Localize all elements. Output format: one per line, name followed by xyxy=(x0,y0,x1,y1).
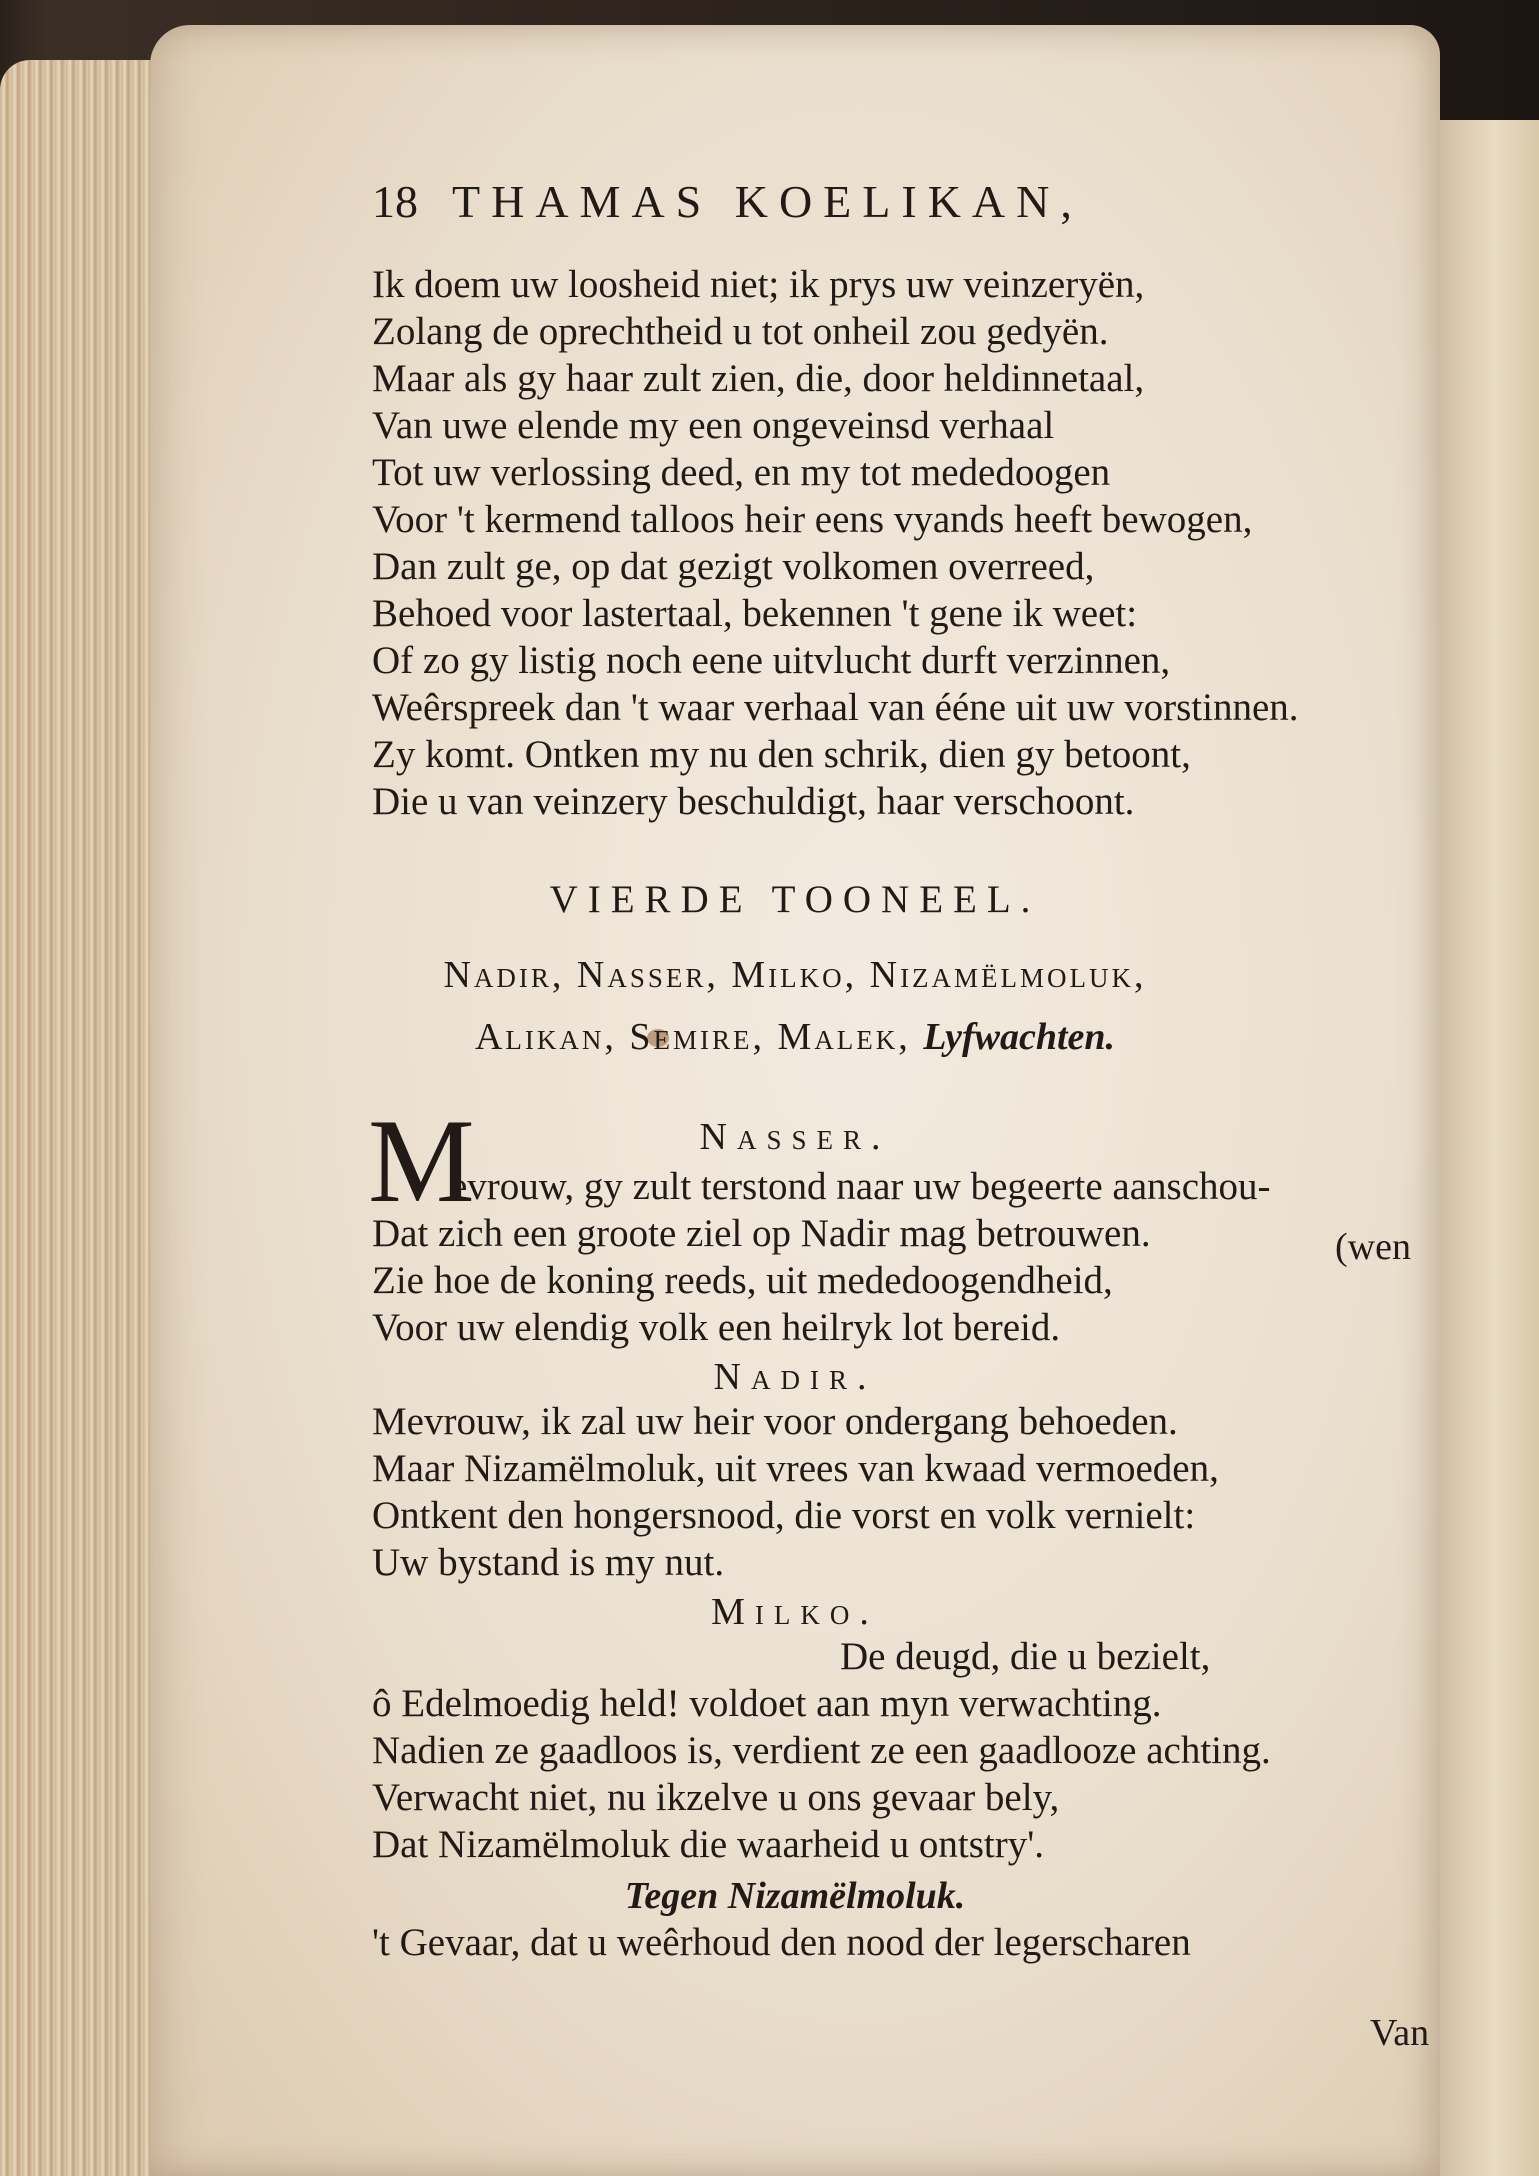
cast-guards: Lyfwachten. xyxy=(923,1016,1116,1058)
verse-line: Maar als gy haar zult zien, die, door heldinnetaal, xyxy=(372,357,1145,400)
cast-list-line-1: Nadir, Nasser, Milko, Nizamëlmoluk, xyxy=(443,954,1147,996)
turnover-word: (wen xyxy=(1335,1226,1411,1268)
verse-line: Mevrouw, ik zal uw heir voor ondergang behoeden. xyxy=(372,1400,1178,1443)
verse-line: Die u van veinzery beschuldigt, haar verschoont. xyxy=(372,780,1135,823)
verse-line: Nadien ze gaadloos is, verdient ze een gaadlooze achting. xyxy=(372,1729,1271,1772)
catchword: Van xyxy=(1370,2012,1430,2054)
facing-page-edge xyxy=(1426,120,1539,2176)
verse-line: Dat Nizamëlmoluk die waarheid u ontstry'. xyxy=(372,1823,1045,1866)
drop-cap: M xyxy=(368,1094,475,1227)
verse-line: Weêrspreek dan 't waar verhaal van ééne uit uw vorstinnen. xyxy=(372,686,1299,729)
running-header xyxy=(372,175,1083,228)
verse-line: Of zo gy listig noch eene uitvlucht durft verzinnen, xyxy=(372,639,1171,682)
verse-line: Dan zult ge, op dat gezigt volkomen overreed, xyxy=(372,545,1095,588)
verse-line: Tot uw verlossing deed, en my tot mededoogen xyxy=(372,451,1111,494)
verse-line: Uw bystand is my nut. xyxy=(372,1541,725,1584)
verse-line: De deugd, die u bezielt, xyxy=(840,1635,1211,1678)
running-head: THAMAS KOELIKAN, xyxy=(452,176,1083,227)
verse-line: Ik doem uw loosheid niet; ik prys uw veinzeryën, xyxy=(372,263,1145,306)
cast-names: Alikan, Semire, Malek, xyxy=(474,1016,911,1058)
verse-line: Ontkent den hongersnood, die vorst en volk vernielt: xyxy=(372,1494,1196,1537)
book-page xyxy=(150,25,1440,2176)
verse-line: 't Gevaar, dat u weêrhoud den nood der legerscharen xyxy=(372,1921,1191,1964)
verse-line: ô Edelmoedig held! voldoet aan myn verwachting. xyxy=(372,1682,1162,1725)
verse-line: Voor 't kermend talloos heir eens vyands heeft bewogen, xyxy=(372,498,1253,541)
verse-line: Zolang de oprechtheid u tot onheil zou gedyën. xyxy=(372,310,1109,353)
verse-line: Dat zich een groote ziel op Nadir mag betrouwen. xyxy=(372,1212,1151,1255)
verse-line: Zie hoe de koning reeds, uit mededoogendheid, xyxy=(372,1259,1113,1302)
stage-direction: Tegen Nizamëlmoluk. xyxy=(624,1875,966,1917)
speaker-milko: Milko. xyxy=(711,1591,879,1633)
verse-line: Van uwe elende my een ongeveinsd verhaal xyxy=(372,404,1055,447)
page-text xyxy=(150,25,1440,2176)
verse-line: Behoed voor lastertaal, bekennen 't gene ik weet: xyxy=(372,592,1138,635)
speaker-nasser: Nasser. xyxy=(699,1116,891,1158)
verse-line: Verwacht niet, nu ikzelve u ons gevaar bely, xyxy=(372,1776,1060,1819)
cast-list-line-2 xyxy=(150,1015,1440,1059)
scene-title: VIERDE TOONEEL. xyxy=(549,878,1041,921)
verse-line: Zy komt. Ontken my nu den schrik, dien gy betoont, xyxy=(372,733,1191,776)
verse-line: Maar Nizamëlmoluk, uit vrees van kwaad vermoeden, xyxy=(372,1447,1219,1490)
page-number: 18 xyxy=(372,176,418,227)
verse-line: Voor uw elendig volk een heilryk lot bereid. xyxy=(372,1306,1061,1349)
verse-line: evrouw, gy zult terstond naar uw begeerte aanschou- xyxy=(450,1165,1271,1208)
speaker-nadir: Nadir. xyxy=(713,1356,877,1398)
